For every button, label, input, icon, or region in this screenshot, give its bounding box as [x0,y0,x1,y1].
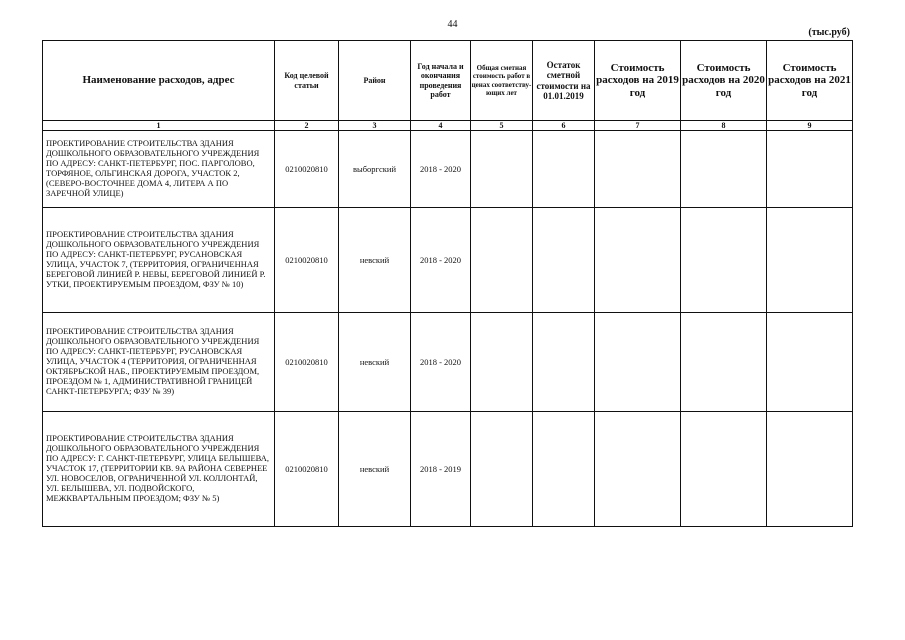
column-number: 7 [595,121,681,131]
expense-name: ПРОЕКТИРОВАНИЕ СТРОИТЕЛЬСТВА ЗДАНИЯ ДОШКОЛЬНОГО ОБРАЗОВАТЕЛЬНОГО УЧРЕЖДЕНИЯ ПО АДРЕСУ: Г. САНКТ-ПЕТЕРБУРГ, УЛИЦА БЕЛЫШЕВА, УЧАСТОК 17, (ТЕРРИТОРИИ КВ. 9А РАЙОНА СЕВЕРНЕЕ УЛ. НОВОСЕЛОВ, ОГРАНИЧЕННОЙ УЛ. КОЛЛОНТАЙ, УЛ. БЕЛЫШЕВА, УЛ. ПОДВОЙСКОГО, МЕЖКВАРТАЛЬНЫМ ПРОЕЗДОМ; ФЗУ № 5) [43,412,275,527]
column-number: 2 [275,121,339,131]
district: выборгский [339,131,411,208]
work-period: 2018 - 2020 [411,313,471,412]
column-number-row [43,121,853,131]
header-row [43,41,853,121]
column-number: 9 [767,121,853,131]
remainder-cost [533,313,595,412]
district: невский [339,313,411,412]
units-label: (тыс.руб) [808,27,850,38]
total-cost [471,412,533,527]
cost-2020 [681,131,767,208]
district: невский [339,208,411,313]
cost-2021 [767,412,853,527]
header-cost-2020: Стоимость расходов на 2020 год [681,41,767,121]
cost-2021 [767,131,853,208]
work-period: 2018 - 2020 [411,208,471,313]
cost-2019 [595,412,681,527]
target-code: 0210020810 [275,412,339,527]
expense-name: ПРОЕКТИРОВАНИЕ СТРОИТЕЛЬСТВА ЗДАНИЯ ДОШКОЛЬНОГО ОБРАЗОВАТЕЛЬНОГО УЧРЕЖДЕНИЯ ПО АДРЕСУ: САНКТ-ПЕТЕРБУРГ, ПОС. ПАРГОЛОВО, ТОРФЯНОЕ, ОЛЬГИНСКАЯ ДОРОГА, УЧАСТОК 2, (СЕВЕРО-ВОСТОЧНЕЕ ДОМА 4, ЛИТЕРА А ПО ЗАРЕЧНОЙ УЛИЦЕ) [43,131,275,208]
column-number: 6 [533,121,595,131]
column-number: 3 [339,121,411,131]
remainder-cost [533,208,595,313]
remainder-cost [533,412,595,527]
cost-2021 [767,313,853,412]
target-code: 0210020810 [275,208,339,313]
total-cost [471,208,533,313]
cost-2019 [595,208,681,313]
header-district: Район [339,41,411,121]
cost-2020 [681,208,767,313]
column-number: 1 [43,121,275,131]
column-number: 8 [681,121,767,131]
cost-2020 [681,313,767,412]
table-row [43,313,853,412]
cost-2020 [681,412,767,527]
header-period: Год начала и окончания проведения работ [411,41,471,121]
expenses-table [42,40,853,527]
cost-2021 [767,208,853,313]
target-code: 0210020810 [275,313,339,412]
table-row [43,131,853,208]
table-row [43,208,853,313]
expense-name: ПРОЕКТИРОВАНИЕ СТРОИТЕЛЬСТВА ЗДАНИЯ ДОШКОЛЬНОГО ОБРАЗОВАТЕЛЬНОГО УЧРЕЖДЕНИЯ ПО АДРЕСУ: САНКТ-ПЕТЕРБУРГ, РУСАНОВСКАЯ УЛИЦА, УЧАСТОК 7, (ТЕРРИТОРИЯ, ОГРАНИЧЕННАЯ БЕРЕГОВОЙ ЛИНИЕЙ Р. НЕВЫ, БЕРЕГОВОЙ ЛИНИЕЙ Р. УТКИ, ПРОЕКТИРУЕМЫМ ПРОЕЗДОМ, ФЗУ № 10) [43,208,275,313]
target-code: 0210020810 [275,131,339,208]
column-number: 5 [471,121,533,131]
work-period: 2018 - 2020 [411,131,471,208]
cost-2019 [595,313,681,412]
total-cost [471,313,533,412]
header-name: Наименование расходов, адрес [43,41,275,121]
header-code: Код целевой статьи [275,41,339,121]
page-number: 44 [447,19,458,30]
table-row [43,412,853,527]
expense-name: ПРОЕКТИРОВАНИЕ СТРОИТЕЛЬСТВА ЗДАНИЯ ДОШКОЛЬНОГО ОБРАЗОВАТЕЛЬНОГО УЧРЕЖДЕНИЯ ПО АДРЕСУ: САНКТ-ПЕТЕРБУРГ, РУСАНОВСКАЯ УЛИЦА, УЧАСТОК 4 (ТЕРРИТОРИЯ, ОГРАНИЧЕННАЯ ОКТЯБРЬСКОЙ НАБ., ПРОЕКТИРУЕМЫМ ПРОЕЗДОМ, ПРОЕЗДОМ № 1, АДМИНИСТРАТИВНОЙ ГРАНИЦЕЙ САНКТ-ПЕТЕРБУРГА; ФЗУ № 39) [43,313,275,412]
district: невский [339,412,411,527]
header-total-cost: Общая сметная стоимость работ в ценах соответству-ющих лет [471,41,533,121]
header-remainder: Остаток сметной стоимости на 01.01.2019 [533,41,595,121]
remainder-cost [533,131,595,208]
column-number: 4 [411,121,471,131]
total-cost [471,131,533,208]
cost-2019 [595,131,681,208]
header-cost-2019: Стоимость расходов на 2019 год [595,41,681,121]
header-cost-2021: Стоимость расходов на 2021 год [767,41,853,121]
work-period: 2018 - 2019 [411,412,471,527]
